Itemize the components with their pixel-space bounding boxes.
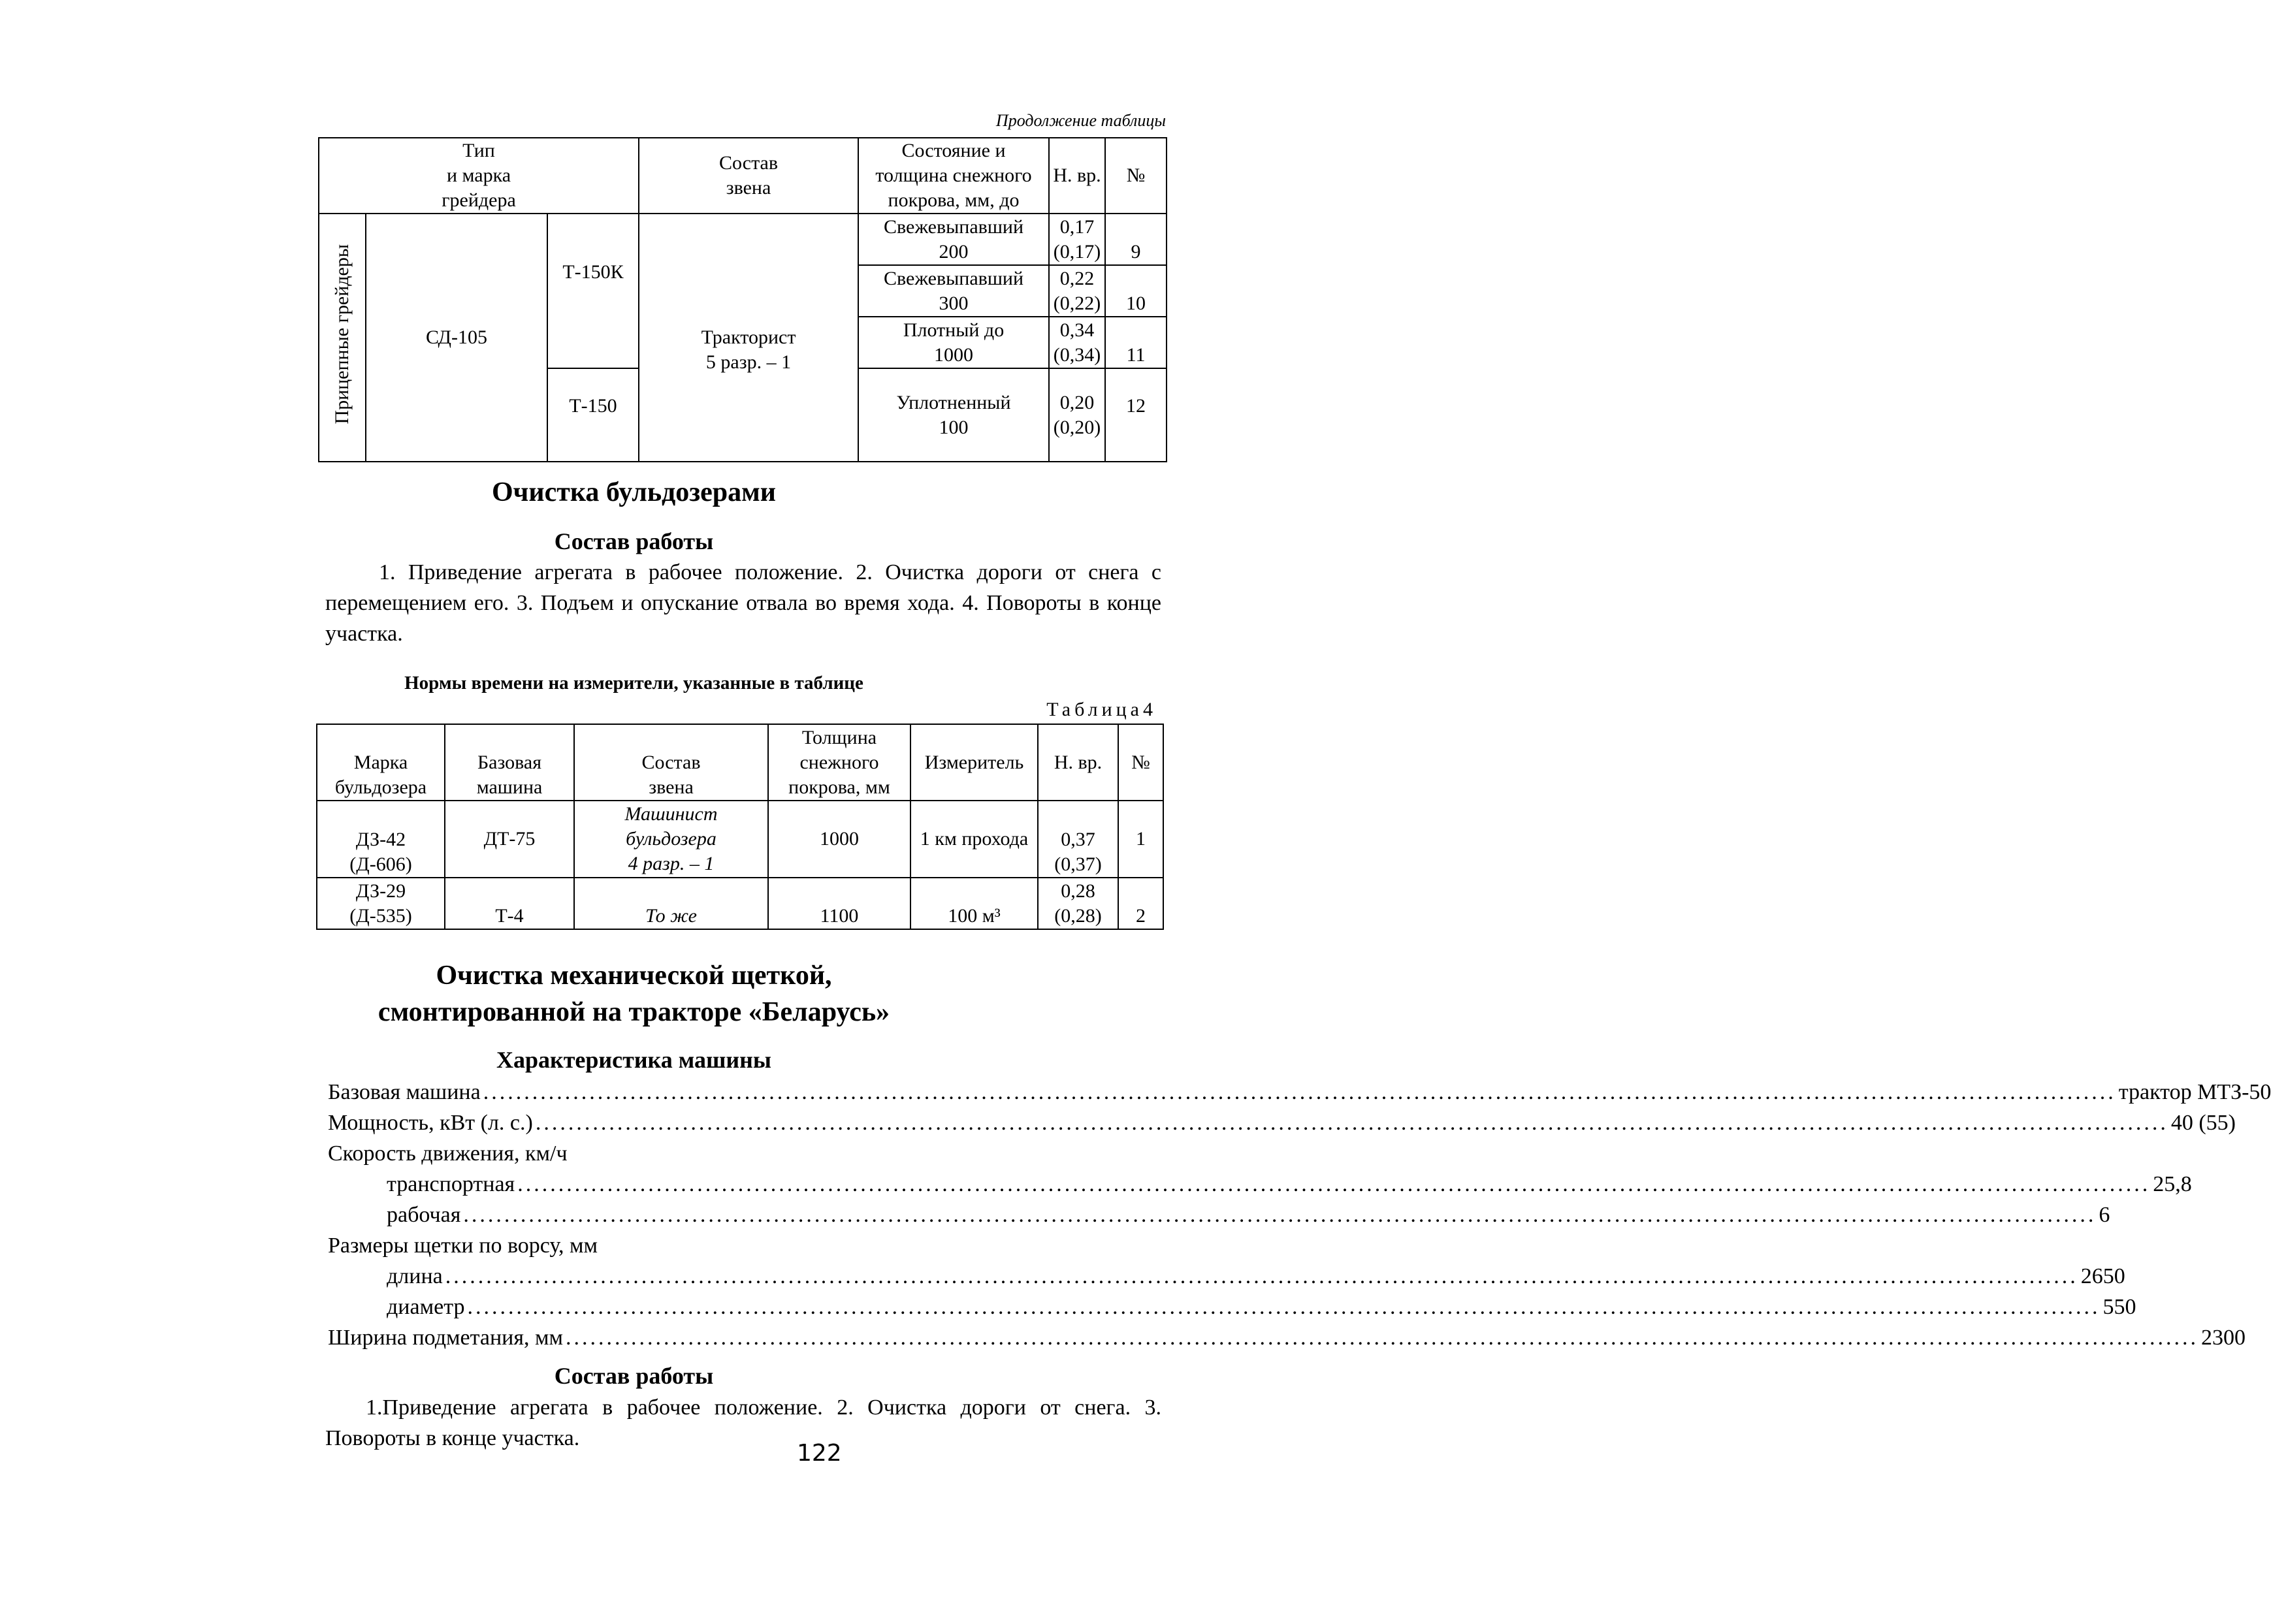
spec-value: 25,8 — [2153, 1172, 2192, 1196]
spec-row — [328, 1107, 2236, 1138]
spec-label: Базовая машина — [328, 1080, 481, 1104]
section-subtitle-work-2: Состав работы — [554, 1363, 714, 1389]
snow-cell: Свежевыпавший 200 — [858, 214, 1049, 265]
num-cell: 2 — [1118, 878, 1163, 929]
dot-leader: ........................................................................................................................................................................................................ — [517, 1172, 2151, 1196]
spec-row — [387, 1169, 2192, 1200]
spec-row — [328, 1077, 2271, 1107]
spec-value: 6 — [2099, 1203, 2110, 1227]
header-crew: Состав звена — [574, 724, 768, 801]
machine-specs — [328, 1077, 2271, 1384]
tractor-cell-2: Т-150 — [547, 368, 639, 462]
spec-row — [328, 1230, 1164, 1261]
spec-row — [328, 1322, 2246, 1353]
num-cell: 1 — [1118, 801, 1163, 878]
header-nvr: Н. вр. — [1038, 724, 1118, 801]
spec-label: транспортная — [387, 1172, 515, 1196]
work-description: 1. Приведение агрегата в рабочее положение. 2. Очистка дороги от снега с перемещением его. 3. Подъем и опускание отвала во время хода. 4. Повороты в конце участка. — [325, 560, 1161, 646]
table-label: Таблица4 — [1046, 699, 1157, 720]
snow-thickness-cell: 1000 — [768, 801, 910, 878]
nvr-cell: 0,22 (0,22) — [1049, 265, 1105, 317]
snow-cell: Свежевыпавший 300 — [858, 265, 1049, 317]
nvr-cell: 0,28 (0,28) — [1038, 878, 1118, 929]
spec-label: Мощность, кВт (л. с.) — [328, 1111, 533, 1135]
num-cell: 12 — [1105, 368, 1167, 462]
section-subtitle-work: Состав работы — [554, 528, 714, 554]
num-cell: 10 — [1105, 265, 1167, 317]
grader-norms-table — [318, 137, 1167, 462]
spec-label: Размеры щетки по ворсу, мм — [328, 1234, 598, 1258]
header-grader-type: Тип и марка грейдера — [319, 138, 639, 214]
snow-cell: Уплотненный 100 — [858, 368, 1049, 462]
dot-leader: ........................................................................................................................................................................................................ — [483, 1080, 2116, 1104]
crew-cell: То же — [574, 878, 768, 929]
spec-label: диаметр — [387, 1295, 465, 1319]
bulldozer-cell: ДЗ-29 (Д-535) — [317, 878, 445, 929]
dot-leader: ........................................................................................................................................................................................................ — [445, 1264, 2078, 1288]
nvr-cell: 0,20 (0,20) — [1049, 368, 1105, 462]
section-title-bulldozers: Очистка бульдозерами — [492, 477, 776, 507]
header-num: № — [1105, 138, 1167, 214]
snow-cell: Плотный до 1000 — [858, 317, 1049, 368]
spec-value: 40 (55) — [2170, 1111, 2236, 1135]
bulldozer-norms-table — [316, 724, 1164, 930]
model-cell: СД-105 — [366, 214, 547, 462]
nvr-cell: 0,37 (0,37) — [1038, 801, 1118, 878]
dot-leader: ........................................................................................................................................................................................................ — [467, 1295, 2101, 1319]
dot-leader: ........................................................................................................................................................................................................ — [463, 1203, 2097, 1227]
nvr-cell: 0,34 (0,34) — [1049, 317, 1105, 368]
num-cell: 9 — [1105, 214, 1167, 265]
num-cell: 11 — [1105, 317, 1167, 368]
section-subtitle-specs: Характеристика машины — [496, 1047, 772, 1073]
spec-label: Скорость движения, км/ч — [328, 1141, 568, 1166]
spec-value: 550 — [2102, 1295, 2136, 1319]
spec-row — [328, 1138, 1164, 1169]
snow-thickness-cell: 1100 — [768, 878, 910, 929]
base-machine-cell: ДТ-75 — [445, 801, 574, 878]
work-description-2: 1.Приведение агрегата в рабочее положение. 2. Очистка дороги от снега. 3. Повороты в конце участка. — [325, 1395, 1161, 1450]
bulldozer-cell: ДЗ-42 (Д-606) — [317, 801, 445, 878]
section-title-brush-2: смонтированной на тракторе «Беларусь» — [378, 997, 890, 1027]
group-cell — [319, 214, 366, 462]
measure-cell: 1 км прохода — [910, 801, 1038, 878]
table-caption: Нормы времени на измерители, указанные в таблице — [404, 673, 863, 693]
spec-row — [387, 1292, 2136, 1322]
spec-label: Ширина подметания, мм — [328, 1326, 564, 1350]
header-measure: Измеритель — [910, 724, 1038, 801]
header-snow: Состояние и толщина снежного покрова, мм, до — [858, 138, 1049, 214]
continuation-note: Продолжение таблицы — [995, 111, 1166, 130]
spec-value: 2300 — [2201, 1326, 2246, 1350]
spec-value: трактор МТЗ-50 — [2118, 1080, 2271, 1104]
dot-leader: ........................................................................................................................................................................................................ — [566, 1326, 2199, 1350]
spec-row — [387, 1261, 2125, 1292]
header-bulldozer: Марка бульдозера — [317, 724, 445, 801]
header-snow-thickness: Толщина снежного покрова, мм — [768, 724, 910, 801]
nvr-cell: 0,17 (0,17) — [1049, 214, 1105, 265]
measure-cell: 100 м³ — [910, 878, 1038, 929]
spec-label: длина — [387, 1264, 443, 1288]
header-base-machine: Базовая машина — [445, 724, 574, 801]
header-crew: Состав звена — [639, 138, 858, 214]
spec-value: 2650 — [2080, 1264, 2125, 1288]
page-number: 122 — [797, 1440, 842, 1467]
crew-cell: Машинист бульдозера 4 разр. – 1 — [574, 801, 768, 878]
dot-leader: ........................................................................................................................................................................................................ — [535, 1111, 2168, 1135]
section-title-brush-1: Очистка механической щеткой, — [436, 961, 832, 991]
spec-row — [387, 1200, 2110, 1230]
group-label: Прицепные грейдеры — [331, 244, 353, 424]
tractor-cell-1: Т-150К — [547, 214, 639, 368]
crew-cell: Тракторист 5 разр. – 1 — [639, 214, 858, 462]
header-nvr: Н. вр. — [1049, 138, 1105, 214]
spec-label: рабочая — [387, 1203, 461, 1227]
header-num: № — [1118, 724, 1163, 801]
base-machine-cell: Т-4 — [445, 878, 574, 929]
